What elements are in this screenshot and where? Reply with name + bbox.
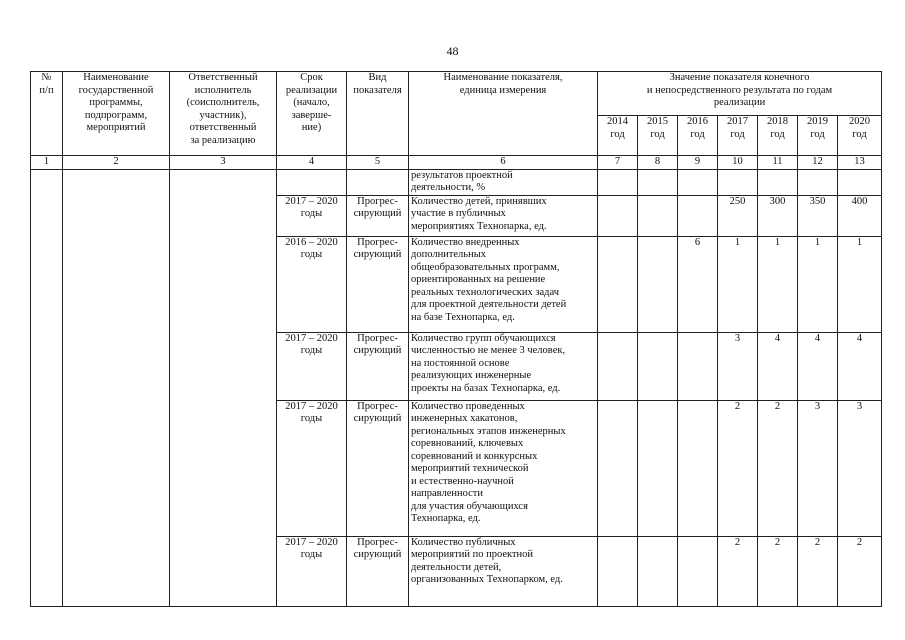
header-year: 2018 год [758,116,798,156]
column-number: 13 [838,156,882,170]
column-number: 8 [638,156,678,170]
cell-value: 3 [798,400,838,536]
header-year: 2017 год [718,116,758,156]
indicator-table [30,71,882,607]
column-number: 11 [758,156,798,170]
column-number: 7 [598,156,638,170]
cell-term: 2016 – 2020 годы [277,236,347,332]
cell-value [678,169,718,195]
cell-value [678,195,718,236]
cell-value [638,332,678,400]
cell-value: 1 [838,236,882,332]
cell-term: 2017 – 2020 годы [277,536,347,606]
cell-value [678,400,718,536]
cell-type: Прогрес- сирующий [347,332,409,400]
cell-number-empty [31,169,63,606]
cell-type: Прогрес- сирующий [347,400,409,536]
cell-value: 1 [718,236,758,332]
header-year: 2014 год [598,116,638,156]
cell-value [758,169,798,195]
cell-value [638,236,678,332]
cell-value: 1 [798,236,838,332]
page-number: 48 [446,44,459,58]
cell-value: 4 [758,332,798,400]
cell-value: 2 [758,400,798,536]
header-year: 2020 год [838,116,882,156]
column-number: 6 [409,156,598,170]
cell-value: 2 [798,536,838,606]
cell-value [598,236,638,332]
cell-value: 1 [758,236,798,332]
cell-term: 2017 – 2020 годы [277,400,347,536]
cell-type: Прогрес- сирующий [347,195,409,236]
cell-value [798,169,838,195]
cell-term [277,169,347,195]
cell-indicator: Количество проведенных инженерных хакатонов, региональных этапов инженерных соревнований, ключевых соревнований и конкурсных мероприятий технической и естественно-научной направленности для участия обучающихся Технопарка, ед. [409,400,598,536]
cell-indicator: Количество публичных мероприятий по проектной деятельности детей, организованных Технопарком, ед. [409,536,598,606]
cell-term: 2017 – 2020 годы [277,195,347,236]
column-number: 9 [678,156,718,170]
cell-type: Прогрес- сирующий [347,536,409,606]
cell-indicator: Количество внедренных дополнительных общеобразовательных программ, ориентированных на решение реальных технологических задач для проектной деятельности детей на базе Технопарка, ед. [409,236,598,332]
cell-value [598,169,638,195]
cell-value [678,536,718,606]
cell-value [598,536,638,606]
cell-value [638,536,678,606]
cell-value [838,169,882,195]
header-indicator-name: Наименование показателя, единица измерения [409,72,598,156]
cell-value: 2 [838,536,882,606]
header-values-group: Значение показателя конечного и непосредственного результата по годам реализации [598,72,882,116]
cell-value: 4 [798,332,838,400]
cell-indicator: Количество групп обучающихся численностью не менее 3 человек, на постоянной основе реализующих инженерные проекты на базах Технопарка, ед. [409,332,598,400]
cell-value [678,332,718,400]
cell-value [598,332,638,400]
header-number: № п/п [31,72,63,156]
column-number: 3 [170,156,277,170]
header-responsible: Ответственный исполнитель (соисполнитель, участник), ответственный за реализацию [170,72,277,156]
cell-value: 400 [838,195,882,236]
cell-value: 2 [758,536,798,606]
header-program-name: Наименование государственной программы, подпрограмм, мероприятий [63,72,170,156]
cell-value [638,169,678,195]
table-row [31,169,882,195]
header-indicator-type: Вид показателя [347,72,409,156]
cell-value [638,400,678,536]
header-year: 2016 год [678,116,718,156]
column-number: 1 [31,156,63,170]
cell-type [347,169,409,195]
cell-value [718,169,758,195]
header-year: 2019 год [798,116,838,156]
cell-value: 250 [718,195,758,236]
column-number: 5 [347,156,409,170]
cell-type: Прогрес- сирующий [347,236,409,332]
cell-value [598,195,638,236]
cell-responsible-empty [170,169,277,606]
cell-value: 3 [838,400,882,536]
cell-value: 4 [838,332,882,400]
cell-value: 3 [718,332,758,400]
header-term: Срок реализации (начало, заверше- ние) [277,72,347,156]
cell-value [598,400,638,536]
cell-value: 2 [718,536,758,606]
cell-program-empty [63,169,170,606]
cell-indicator: результатов проектной деятельности, % [409,169,598,195]
header-year: 2015 год [638,116,678,156]
cell-value: 350 [798,195,838,236]
column-number: 12 [798,156,838,170]
cell-value: 300 [758,195,798,236]
column-number: 2 [63,156,170,170]
cell-value [638,195,678,236]
column-number: 4 [277,156,347,170]
column-number: 10 [718,156,758,170]
cell-term: 2017 – 2020 годы [277,332,347,400]
cell-value: 6 [678,236,718,332]
cell-indicator: Количество детей, принявших участие в публичных мероприятиях Технопарка, ед. [409,195,598,236]
cell-value: 2 [718,400,758,536]
